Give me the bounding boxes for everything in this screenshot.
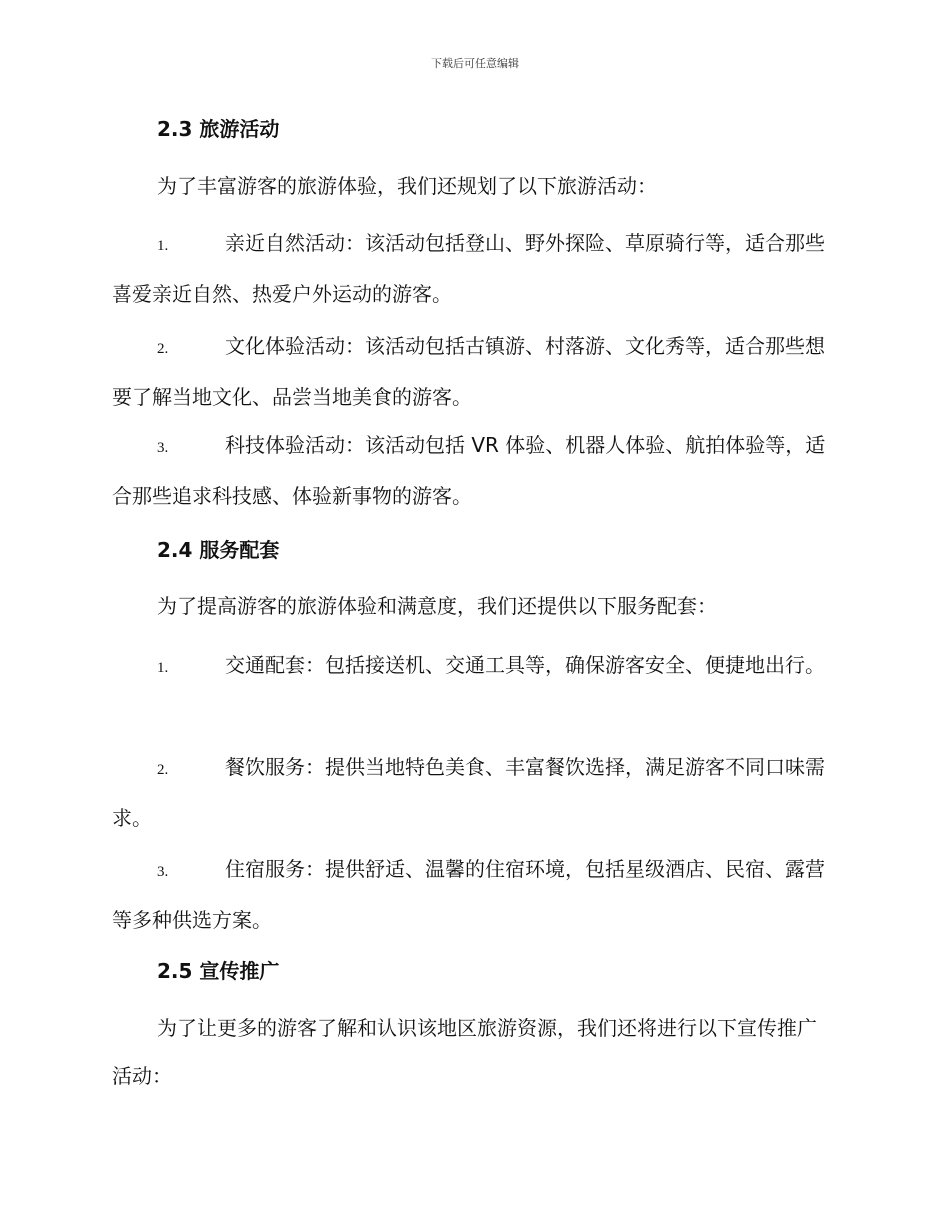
list-number: 1.: [157, 238, 169, 254]
list-item: [112, 322, 834, 421]
list-number: 2.: [157, 762, 169, 778]
section-heading-2-4: 2.4 服务配套: [157, 538, 280, 562]
list-text: 餐饮服务：提供当地特色美食、丰富餐饮选择，满足游客不同口味需求。: [112, 755, 825, 830]
page-header: 下载后可任意编辑: [431, 57, 519, 70]
list-item: [112, 641, 834, 692]
list-number: 3.: [157, 440, 169, 456]
section-heading-2-3: 2.3 旅游活动: [157, 117, 280, 141]
list-item: [112, 845, 834, 944]
list-number: 3.: [157, 864, 169, 880]
list-text: 科技体验活动：该活动包括 VR 体验、机器人体验、航拍体验等，适合那些追求科技感、体验新事物的游客。: [112, 433, 826, 508]
list-number: 1.: [157, 660, 169, 676]
section-intro-2-5: 为了让更多的游客了解和认识该地区旅游资源，我们还将进行以下宣传推广活动：: [112, 1016, 817, 1088]
list-item: [112, 219, 834, 318]
list-text: 交通配套：包括接送机、交通工具等，确保游客安全、便捷地出行。: [225, 653, 825, 677]
list-text: 亲近自然活动：该活动包括登山、野外探险、草原骑行等，适合那些喜爱亲近自然、热爱户外运动的游客。: [112, 231, 825, 306]
list-text: 文化体验活动：该活动包括古镇游、村落游、文化秀等，适合那些想要了解当地文化、品尝当地美食的游客。: [112, 334, 825, 409]
section-intro-2-4: 为了提高游客的旅游体验和满意度，我们还提供以下服务配套：: [157, 594, 717, 618]
list-number: 2.: [157, 341, 169, 357]
section-heading-2-5: 2.5 宣传推广: [157, 959, 280, 983]
list-item: [112, 421, 834, 520]
section-intro-2-3: 为了丰富游客的旅游体验，我们还规划了以下旅游活动：: [157, 174, 657, 198]
list-item: [112, 743, 834, 842]
list-text: 住宿服务：提供舒适、温馨的住宿环境，包括星级酒店、民宿、露营等多种供选方案。: [112, 857, 825, 932]
